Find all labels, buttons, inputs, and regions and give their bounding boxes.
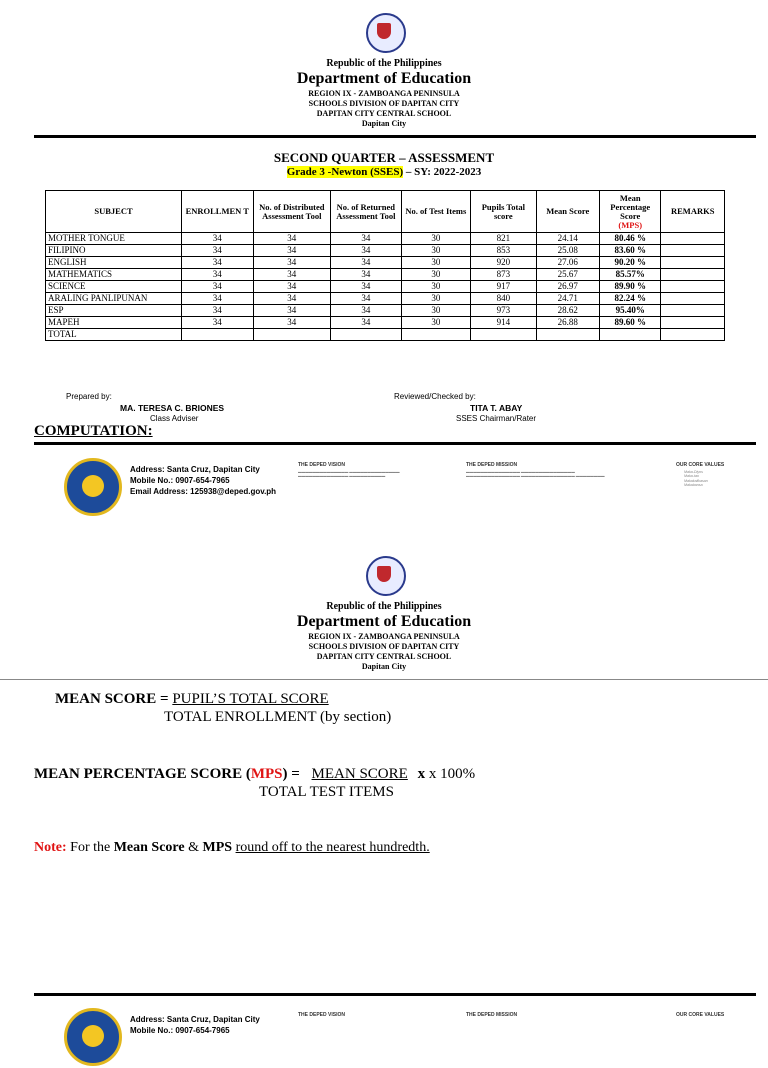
value-item: Makakalikasan	[684, 478, 708, 483]
mps-label-b: MPS	[250, 766, 283, 782]
cell-enroll: 34	[182, 269, 254, 281]
footer-mission-title: THE DEPED MISSION	[466, 1012, 518, 1018]
republic-line: Republic of the Philippines	[326, 58, 442, 69]
computation-heading: COMPUTATION:	[34, 423, 153, 439]
assessment-table	[45, 190, 725, 341]
mps-header-label: Mean Percentage Score	[610, 192, 651, 221]
cell-dist: 34	[253, 293, 331, 305]
cell-ret: 34	[331, 281, 402, 293]
mean-score-denominator: TOTAL ENROLLMENT (by section)	[164, 709, 392, 725]
cell-dist: 34	[253, 317, 331, 329]
table-total-row	[46, 329, 725, 341]
cell-total: 914	[471, 317, 536, 329]
total-cell	[600, 329, 661, 341]
value-item: Makabansa	[684, 483, 703, 488]
table-row	[46, 245, 725, 257]
cell-remarks	[661, 233, 725, 245]
cell-subject: MAPEH	[46, 317, 182, 329]
mean-score-eq: =	[160, 691, 169, 707]
cell-ret: 34	[331, 269, 402, 281]
footer-mobile: Mobile No.: 0907-654-7965	[130, 476, 230, 485]
assessment-subtitle	[0, 166, 768, 178]
value-item: Maka-tao	[684, 474, 699, 479]
footer-mission-title: THE DEPED MISSION	[466, 462, 518, 468]
table-row	[46, 317, 725, 329]
note-text-2: &	[188, 840, 199, 855]
col-remarks: REMARKS	[661, 191, 725, 233]
cell-items: 30	[401, 317, 471, 329]
prepared-label: Prepared by:	[66, 392, 112, 401]
cell-mean: 25.67	[536, 269, 599, 281]
mps-times-text: x 100%	[428, 766, 476, 782]
cell-total: 840	[471, 293, 536, 305]
school-year: – SY: 2022-2023	[405, 166, 482, 178]
footer-divider	[34, 442, 756, 445]
note-bold-1: Mean Score	[113, 840, 185, 855]
table-row	[46, 257, 725, 269]
cell-items: 30	[401, 293, 471, 305]
division-line: SCHOOLS DIVISION OF DAPITAN CITY	[308, 642, 460, 651]
mps-formula	[34, 766, 475, 783]
note-bold-2: MPS	[202, 840, 233, 855]
assessment-title: SECOND QUARTER – ASSESSMENT	[273, 150, 495, 165]
cell-items: 30	[401, 269, 471, 281]
note-text-3: round off to the nearest hundredth.	[235, 840, 430, 855]
total-cell	[182, 329, 254, 341]
city-line: Dapitan City	[361, 662, 407, 671]
footer-values-title: OUR CORE VALUES	[676, 462, 725, 468]
page-break-line	[0, 679, 768, 680]
cell-total: 853	[471, 245, 536, 257]
cell-ret: 34	[331, 305, 402, 317]
cell-items: 30	[401, 305, 471, 317]
region-line: REGION IX - ZAMBOANGA PENINSULA	[308, 89, 460, 98]
mps-header-tag: (MPS)	[618, 219, 643, 230]
total-cell	[536, 329, 599, 341]
footer-mission-text: ▬▬▬▬▬▬▬▬▬▬▬▬▬▬▬ ▬▬▬▬▬▬▬▬▬▬▬▬▬▬▬ ▬▬▬▬▬▬▬▬▬▬▬▬▬▬▬ ▬▬▬▬▬▬▬▬▬▬▬▬▬▬▬ ▬▬▬▬▬▬▬▬	[466, 470, 605, 479]
footer-vision-title: THE DEPED VISION	[298, 462, 345, 468]
cell-mps: 82.24 %	[600, 293, 661, 305]
cell-remarks	[661, 281, 725, 293]
cell-mean: 25.08	[536, 245, 599, 257]
cell-total: 973	[471, 305, 536, 317]
cell-subject: SCIENCE	[46, 281, 182, 293]
cell-enroll: 34	[182, 257, 254, 269]
grade-section: Grade 3 -Newton (SSES)	[286, 166, 404, 178]
cell-total: 917	[471, 281, 536, 293]
cell-mps: 80.46 %	[600, 233, 661, 245]
cell-mean: 26.88	[536, 317, 599, 329]
cell-mean: 26.97	[536, 281, 599, 293]
table-row	[46, 293, 725, 305]
col-total-score: Pupils Total score	[471, 191, 536, 233]
cell-dist: 34	[253, 257, 331, 269]
footer-vision-title: THE DEPED VISION	[298, 1012, 345, 1018]
footer	[64, 458, 754, 518]
department-line: Department of Education	[296, 613, 472, 630]
cell-remarks	[661, 293, 725, 305]
cell-ret: 34	[331, 233, 402, 245]
footer-contact	[130, 464, 276, 497]
cell-subject: ESP	[46, 305, 182, 317]
reviewed-name: TITA T. ABAY	[470, 403, 523, 413]
col-returned: No. of Returned Assessment Tool	[331, 191, 402, 233]
deped-seal-icon	[366, 13, 406, 53]
cell-total: 821	[471, 233, 536, 245]
cell-total: 920	[471, 257, 536, 269]
mean-score-numerator: PUPIL’S TOTAL SCORE	[172, 691, 329, 707]
cell-remarks	[661, 317, 725, 329]
col-mean-score: Mean Score	[536, 191, 599, 233]
deped-seal-icon	[366, 556, 406, 596]
division-line: SCHOOLS DIVISION OF DAPITAN CITY	[308, 99, 460, 108]
cell-mps: 90.20 %	[600, 257, 661, 269]
city-line: Dapitan City	[361, 119, 407, 128]
cell-dist: 34	[253, 305, 331, 317]
footer-contact	[130, 1014, 260, 1036]
rounding-note	[34, 840, 430, 856]
cell-remarks	[661, 245, 725, 257]
cell-ret: 34	[331, 317, 402, 329]
total-cell	[661, 329, 725, 341]
mps-denominator: TOTAL TEST ITEMS	[259, 784, 394, 800]
footer	[64, 1008, 754, 1068]
value-item: Maka-Diyos	[684, 470, 703, 474]
total-cell	[253, 329, 331, 341]
mps-times: x x 100%	[417, 766, 476, 782]
cell-mps: 95.40%	[600, 305, 661, 317]
cell-mean: 27.06	[536, 257, 599, 269]
header-divider	[34, 135, 756, 138]
cell-dist: 34	[253, 269, 331, 281]
school-line: DAPITAN CITY CENTRAL SCHOOL	[316, 652, 452, 661]
footer-mobile: Mobile No.: 0907-654-7965	[130, 1026, 230, 1035]
col-subject: SUBJECT	[46, 191, 182, 233]
mean-score-label: MEAN SCORE	[55, 691, 157, 707]
mps-label-a: MEAN PERCENTAGE SCORE (	[34, 766, 251, 782]
cell-mps: 83.60 %	[600, 245, 661, 257]
cell-subject: ARALING PANLIPUNAN	[46, 293, 182, 305]
cell-total: 873	[471, 269, 536, 281]
cell-dist: 34	[253, 281, 331, 293]
cell-mps: 89.90 %	[600, 281, 661, 293]
reviewed-role: SSES Chairman/Rater	[456, 414, 537, 423]
footer-address: Address: Santa Cruz, Dapitan City	[130, 465, 260, 474]
table-header-row	[46, 191, 725, 233]
cell-mps: 85.57%	[600, 269, 661, 281]
cell-enroll: 34	[182, 281, 254, 293]
col-test-items: No. of Test Items	[401, 191, 471, 233]
col-enrollment: ENROLLMEN T	[182, 191, 254, 233]
col-mps	[600, 191, 661, 233]
cell-subject: FILIPINO	[46, 245, 182, 257]
footer-email: Email Address: 125938@deped.gov.ph	[130, 487, 277, 496]
school-line: DAPITAN CITY CENTRAL SCHOOL	[316, 109, 452, 118]
cell-enroll: 34	[182, 317, 254, 329]
cell-items: 30	[401, 257, 471, 269]
cell-items: 30	[401, 233, 471, 245]
footer-address: Address: Santa Cruz, Dapitan City	[130, 1015, 260, 1024]
footer-values-list	[684, 470, 734, 488]
school-seal-icon	[64, 1008, 122, 1066]
cell-mean: 28.62	[536, 305, 599, 317]
table-row	[46, 233, 725, 245]
cell-remarks	[661, 269, 725, 281]
cell-ret: 34	[331, 245, 402, 257]
cell-enroll: 34	[182, 245, 254, 257]
region-line: REGION IX - ZAMBOANGA PENINSULA	[308, 632, 460, 641]
cell-enroll: 34	[182, 293, 254, 305]
cell-subject: MOTHER TONGUE	[46, 233, 182, 245]
footer-vision-text: ▬▬▬▬▬▬▬▬▬▬▬▬▬▬ ▬▬▬▬▬▬▬▬▬▬▬▬▬▬ ▬▬▬▬▬▬▬▬▬▬▬▬▬▬ ▬▬▬▬▬▬▬▬▬▬	[298, 470, 400, 479]
cell-dist: 34	[253, 245, 331, 257]
cell-subject: MATHEMATICS	[46, 269, 182, 281]
cell-mean: 24.71	[536, 293, 599, 305]
total-label: TOTAL	[46, 329, 182, 341]
school-seal-icon	[64, 458, 122, 516]
table-row	[46, 281, 725, 293]
mps-numerator: MEAN SCORE	[311, 766, 408, 782]
republic-line: Republic of the Philippines	[326, 601, 442, 612]
cell-items: 30	[401, 245, 471, 257]
cell-items: 30	[401, 281, 471, 293]
total-cell	[401, 329, 471, 341]
mps-label-c: ) =	[282, 766, 300, 782]
cell-mean: 24.14	[536, 233, 599, 245]
cell-enroll: 34	[182, 305, 254, 317]
reviewed-label: Reviewed/Checked by:	[394, 392, 476, 401]
total-cell	[471, 329, 536, 341]
total-cell	[331, 329, 402, 341]
table-row	[46, 269, 725, 281]
mean-score-formula	[55, 691, 329, 708]
cell-remarks	[661, 305, 725, 317]
note-label: Note:	[34, 840, 67, 855]
footer-divider	[34, 993, 756, 996]
prepared-role: Class Adviser	[150, 414, 199, 423]
department-line: Department of Education	[296, 70, 472, 87]
cell-enroll: 34	[182, 233, 254, 245]
cell-remarks	[661, 257, 725, 269]
cell-subject: ENGLISH	[46, 257, 182, 269]
cell-dist: 34	[253, 233, 331, 245]
table-row	[46, 305, 725, 317]
cell-ret: 34	[331, 257, 402, 269]
col-distributed: No. of Distributed Assessment Tool	[253, 191, 331, 233]
cell-mps: 89.60 %	[600, 317, 661, 329]
prepared-name: MA. TERESA C. BRIONES	[120, 403, 225, 413]
footer-values-title: OUR CORE VALUES	[676, 1012, 725, 1018]
cell-ret: 34	[331, 293, 402, 305]
note-text-1: For the	[70, 840, 111, 855]
